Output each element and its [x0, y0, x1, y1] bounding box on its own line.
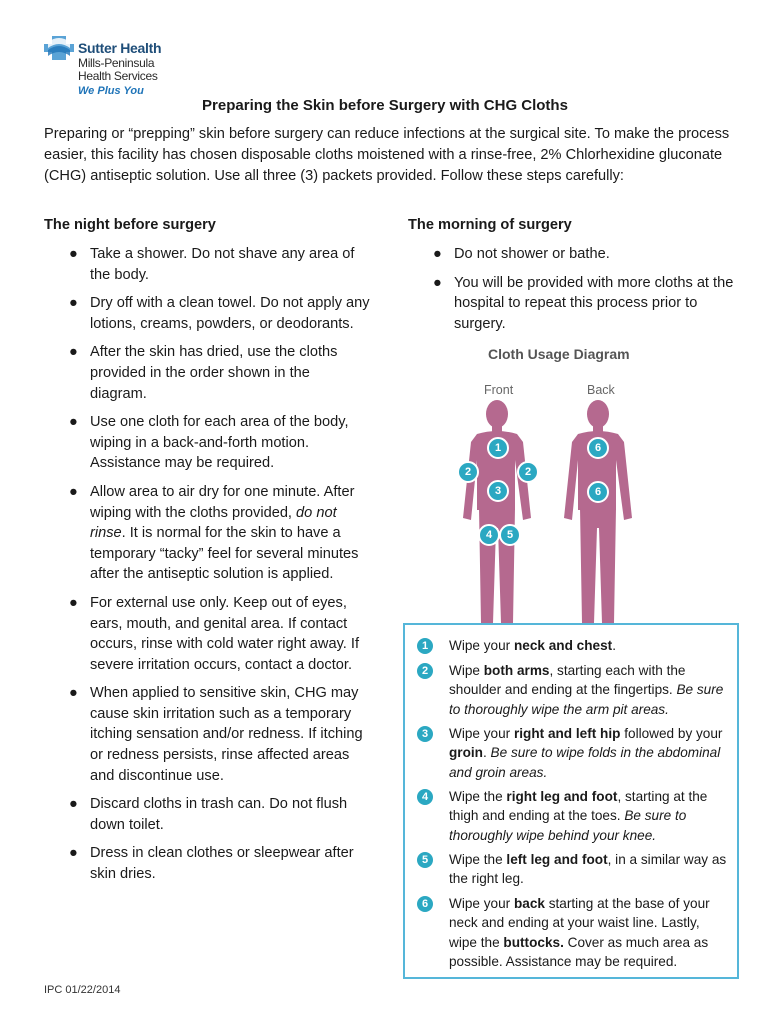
badge-5: 5	[499, 524, 521, 546]
logo-org-line1: Mills-Peninsula	[78, 56, 155, 70]
list-item: ● Use one cloth for each area of the body, wiping in a back-and-forth motion. Assistance may be required.	[69, 414, 349, 472]
bullet-icon: ●	[69, 483, 78, 500]
badge-6-lower: 6	[587, 481, 609, 503]
list-item: ● When applied to sensitive skin, CHG may cause skin irritation such as a temporary itching sensation and/or redness. If itching or redness persists, rinse affected areas and discontinue use.	[69, 685, 363, 784]
front-body-figure	[457, 398, 537, 628]
bullet-icon: ●	[69, 594, 78, 611]
step-number-icon: 2	[417, 663, 433, 679]
intro-paragraph: Preparing or “prepping” skin before surgery can reduce infections at the surgical site. To make the process easier, this facility has chosen disposable cloths moistened with a rinse-free, 2% Chlorhexidine gluconate (CHG) antiseptic solution. Use all three (3) packets provided. Follow these steps carefully:	[44, 126, 730, 184]
morning-of-list	[408, 244, 734, 342]
step-number-icon: 1	[417, 638, 433, 654]
list-item: ● Allow area to air dry for one minute. After wiping with the cloths provided, do not rinse. It is normal for the skin to have a temporary “tacky” feel for several minutes after the antiseptic solution is applied.	[69, 483, 359, 583]
badge-1: 1	[487, 437, 509, 459]
footer-code: IPC 01/22/2014	[44, 984, 121, 996]
bullet-icon: ●	[69, 685, 78, 702]
step-number-icon: 6	[417, 896, 433, 912]
diagram-title: Cloth Usage Diagram	[488, 346, 630, 362]
list-item: ● After the skin has dried, use the cloths provided in the order shown in the diagram.	[69, 344, 338, 402]
back-label: Back	[587, 383, 615, 397]
list-item: ● Do not shower or bathe.	[408, 244, 734, 265]
badge-2-right-arm: 2	[457, 461, 479, 483]
list-item: ● Dress in clean clothes or sleepwear after skin dries.	[69, 845, 354, 883]
page-title: Preparing the Skin before Surgery with CHG Cloths	[202, 97, 568, 114]
bullet-icon: ●	[433, 246, 442, 262]
badge-6-upper: 6	[587, 437, 609, 459]
logo-brand-name: Sutter Health	[78, 40, 162, 56]
sutter-health-logo-icon	[42, 34, 76, 68]
morning-of-heading: The morning of surgery	[408, 217, 572, 233]
bullet-icon: ●	[69, 414, 78, 431]
bullet-icon: ●	[69, 796, 78, 813]
logo	[42, 34, 202, 98]
steps-box: 1 Wipe your neck and chest. 2 Wipe both arms, starting each with the shoulder and ending at the fingertips. Be sure to thoroughly wipe the arm pit areas. 3 Wipe your right and left hip followed by your groin. Be sure to wipe folds in the abdominal and groin areas. 4 Wipe the right leg and foot, starting at the thigh and ending at the toes. Be sure to thoroughly wipe behind your knee. 5 Wipe the left leg and foot, in a similar way as the right leg. 6 Wipe your back starting at the base of your neck and ending at your waist line. Lastly, wipe the buttocks. Cover as much area as possible. Assistance may be required.	[403, 623, 739, 979]
list-item: ● For external use only. Keep out of eyes, ears, mouth, and genital area. If contact occurs, rinse with cold water right away. If severe irritation occurs, contact a doctor.	[69, 594, 360, 673]
list-item: ● Discard cloths in trash can. Do not flush down toilet.	[69, 796, 348, 833]
step-number-icon: 5	[417, 852, 433, 868]
list-item: ● Dry off with a clean towel. Do not apply any lotions, creams, powders, or deodorants.	[69, 295, 370, 332]
bullet-icon: ●	[69, 246, 78, 262]
body-back-icon	[558, 398, 638, 628]
night-before-heading: The night before surgery	[44, 217, 216, 233]
badge-3: 3	[487, 480, 509, 502]
step-number-icon: 3	[417, 726, 433, 742]
back-body-figure	[558, 398, 638, 628]
step-number-icon: 4	[417, 789, 433, 805]
night-before-list	[44, 244, 370, 893]
list-item: ● You will be provided with more cloths at the hospital to repeat this process prior to surgery.	[433, 274, 734, 332]
bullet-icon: ●	[69, 295, 78, 312]
bullet-icon: ●	[433, 274, 442, 291]
logo-org-line2: Health Services	[78, 69, 158, 83]
logo-tagline: We Plus You	[78, 85, 144, 97]
front-label: Front	[484, 383, 514, 397]
bullet-icon: ●	[69, 845, 78, 862]
body-front-icon	[457, 398, 537, 628]
bullet-icon: ●	[69, 344, 78, 361]
list-item: ● Take a shower. Do not shave any area of the body.	[69, 246, 355, 283]
badge-4: 4	[478, 524, 500, 546]
badge-2-left-arm: 2	[517, 461, 539, 483]
